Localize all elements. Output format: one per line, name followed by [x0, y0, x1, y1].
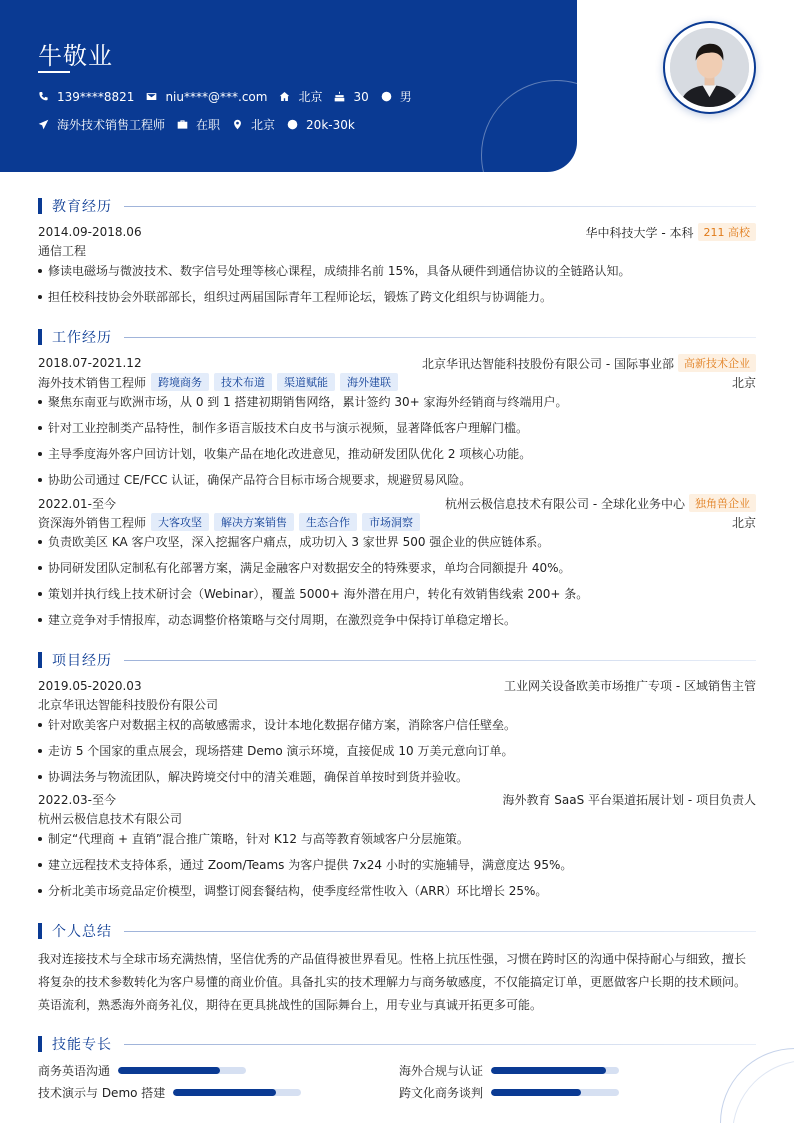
phone-text: 139****8821	[57, 89, 135, 104]
email-item	[146, 90, 267, 104]
section-marker	[38, 652, 42, 668]
skill-name: 跨文化商务谈判	[399, 1086, 484, 1100]
work-header	[38, 494, 756, 512]
email-text: niu****@***.com	[165, 89, 268, 104]
skill-tag: 技术布道	[214, 373, 272, 391]
work-location: 北京	[731, 375, 756, 390]
status-item	[177, 116, 220, 133]
bullet-text: 担任校科技协会外联部部长，组织过两届国际青年工程师论坛，锻炼了跨文化组织与协调能力。	[48, 290, 553, 304]
skill-item	[38, 1062, 246, 1079]
section-marker	[38, 1036, 42, 1052]
project-header	[38, 791, 756, 808]
skill-tag: 跨境商务	[151, 373, 209, 391]
city-item	[279, 88, 322, 105]
salary-text: 20k-30k	[306, 117, 355, 132]
bullet-text: 聚焦东南亚与欧洲市场，从 0 到 1 搭建初期销售网络，累计签约 30+ 家海外经销商与终端用户。	[48, 395, 568, 409]
education-major-row	[38, 242, 756, 259]
list-item	[38, 471, 756, 488]
salary-item	[287, 118, 355, 132]
bullet-dot	[38, 592, 42, 596]
bullet-dot	[38, 478, 42, 482]
work-title-row	[38, 513, 756, 531]
section-divider	[124, 206, 756, 207]
work-title-row	[38, 373, 756, 391]
bullet-dot	[38, 400, 42, 404]
work-company: 杭州云极信息技术有限公司 - 全球化业务中心	[445, 496, 685, 511]
bullet-dot	[38, 723, 42, 727]
list-item	[38, 559, 756, 576]
school-badge: 211 高校	[698, 223, 757, 241]
work-company: 北京华讯达智能科技股份有限公司 - 国际事业部	[422, 356, 674, 371]
section-title-summary: 个人总结	[52, 924, 112, 940]
work-header	[38, 354, 756, 372]
section-title-skills: 技能专长	[52, 1037, 112, 1053]
bullet-text: 走访 5 个国家的重点展会，现场搭建 Demo 演示环境，直接促成 10 万美元意向订单。	[48, 744, 514, 758]
list-item	[38, 419, 756, 436]
work-title: 海外技术销售工程师	[38, 375, 147, 390]
list-item	[38, 611, 756, 628]
send-icon	[38, 119, 49, 130]
skill-item	[399, 1062, 619, 1079]
skill-item	[399, 1084, 619, 1101]
section-summary	[38, 921, 756, 941]
candidate-name: 牛敬业	[38, 42, 113, 70]
section-marker	[38, 923, 42, 939]
work-location: 北京	[731, 515, 756, 530]
bullet-dot	[38, 837, 42, 841]
bullet-text: 建立远程技术支持体系，通过 Zoom/Teams 为客户提供 7x24 小时的实施辅导，满意度达 95%。	[48, 858, 573, 872]
bullet-text: 制定“代理商 + 直销”混合推广策略，针对 K12 与高等教育领域客户分层施策。	[48, 832, 469, 846]
decorative-circle	[481, 80, 577, 172]
skill-level-fill	[118, 1067, 220, 1074]
list-item	[38, 445, 756, 462]
project-company-row	[38, 810, 756, 827]
project-company: 北京华讯达智能科技股份有限公司	[38, 698, 219, 712]
project-period: 2022.03-至今	[38, 793, 116, 807]
skill-item	[38, 1084, 301, 1101]
target-city-text: 北京	[251, 118, 276, 132]
section-project	[38, 650, 756, 670]
age-text: 30	[353, 89, 369, 104]
education-period: 2014.09-2018.06	[38, 225, 142, 239]
header-banner	[0, 0, 577, 172]
section-marker	[38, 198, 42, 214]
bullet-text: 负责欧美区 KA 客户攻坚，深入挖掘客户痛点，成功切入 3 家世界 500 强企业的供应链体系。	[48, 535, 550, 549]
bullet-dot	[38, 295, 42, 299]
skill-tag: 生态合作	[299, 513, 357, 531]
project-name: 海外教育 SaaS 平台渠道拓展计划 - 项目负责人	[502, 793, 756, 807]
mail-icon	[146, 91, 157, 102]
section-education	[38, 196, 756, 216]
project-company: 杭州云极信息技术有限公司	[38, 812, 183, 826]
project-name: 工业网关设备欧美市场推广专项 - 区域销售主管	[504, 679, 756, 693]
bullet-text: 建立竞争对手情报库，动态调整价格策略与交付周期，在激烈竞争中保持订单稳定增长。	[48, 613, 517, 627]
skill-tag: 海外建联	[340, 373, 398, 391]
section-title-project: 项目经历	[52, 653, 112, 669]
contact-row	[38, 88, 424, 105]
company-badge: 独角兽企业	[689, 494, 756, 512]
bullet-dot	[38, 540, 42, 544]
gender-text: 男	[399, 90, 412, 104]
age-item	[334, 90, 368, 104]
bullet-text: 协同研发团队定制私有化部署方案，满足金融客户对数据安全的特殊要求，单均合同额提升 40%。	[48, 561, 571, 575]
location-pin-icon	[232, 119, 243, 130]
bullet-dot	[38, 618, 42, 622]
bullet-dot	[38, 269, 42, 273]
list-item	[38, 716, 756, 733]
avatar-frame	[663, 21, 756, 114]
target-job-text: 海外技术销售工程师	[57, 118, 166, 132]
list-item	[38, 288, 756, 305]
section-work	[38, 327, 756, 347]
summary-text: 我对连接技术与全球市场充满热情，坚信优秀的产品值得被世界看见。性格上抗压性强，习惯在跨时区的沟通中保持耐心与细致，擅长将复杂的技术参数转化为客户易懂的商业价值。具备扎实的技术理解力与商务敏感度，不仅能搞定订单，更愿做客户长期的技术顾问。英语流利，熟悉海外商务礼仪，期待在更具挑战性的国际舞台上，用专业与真诚开拓更多可能。	[38, 952, 747, 1012]
section-title-education: 教育经历	[52, 199, 112, 215]
section-skills	[38, 1034, 756, 1054]
skill-name: 技术演示与 Demo 搭建	[38, 1086, 166, 1100]
skill-tag: 大客攻坚	[151, 513, 209, 531]
skill-tag: 市场洞察	[362, 513, 420, 531]
skill-tag: 解决方案销售	[214, 513, 294, 531]
bullet-text: 针对欧美客户对数据主权的高敏感需求，设计本地化数据存储方案，消除客户信任壁垒。	[48, 718, 517, 732]
skill-level-fill	[491, 1089, 581, 1096]
bullet-text: 分析北美市场竞品定价模型，调整订阅套餐结构，使季度经常性收入（ARR）环比增长 25%。	[48, 884, 548, 898]
education-major: 通信工程	[38, 244, 87, 258]
cake-icon	[334, 91, 345, 102]
target-job-item	[38, 116, 165, 133]
work-period: 2018.07-2021.12	[38, 356, 142, 370]
section-divider	[124, 1044, 756, 1045]
skill-level-bar	[173, 1089, 301, 1096]
briefcase-icon	[177, 119, 188, 130]
phone-icon	[38, 91, 49, 102]
list-item	[38, 742, 756, 759]
education-school: 华中科技大学 - 本科	[585, 225, 694, 240]
section-divider	[124, 660, 756, 661]
bullet-dot	[38, 566, 42, 570]
section-divider	[124, 931, 756, 932]
money-icon	[287, 119, 298, 130]
company-badge: 高新技术企业	[678, 354, 756, 372]
intent-row	[38, 116, 367, 133]
list-item	[38, 393, 756, 410]
list-item	[38, 882, 756, 899]
gender-icon	[381, 91, 392, 102]
bullet-text: 协调法务与物流团队，解决跨境交付中的清关难题，确保首单按时到货并验收。	[48, 770, 469, 784]
bullet-dot	[38, 863, 42, 867]
project-company-row	[38, 696, 756, 713]
target-city-item	[232, 116, 275, 133]
phone-item	[38, 90, 134, 104]
avatar	[670, 28, 749, 107]
bullet-text: 协助公司通过 CE/FCC 认证，确保产品符合目标市场合规要求，规避贸易风险。	[48, 473, 472, 487]
bullet-text: 主导季度海外客户回访计划，收集产品在地化改进意见，推动研发团队优化 2 项核心功能。	[48, 447, 532, 461]
list-item	[38, 856, 756, 873]
status-text: 在职	[196, 118, 221, 132]
section-divider	[124, 337, 756, 338]
list-item	[38, 533, 756, 550]
bullet-dot	[38, 426, 42, 430]
skill-level-bar	[491, 1067, 619, 1074]
gender-item	[381, 88, 412, 105]
name-underline	[38, 71, 70, 73]
education-header	[38, 223, 756, 241]
skill-level-fill	[173, 1089, 275, 1096]
project-header	[38, 677, 756, 694]
skill-name: 海外合规与认证	[399, 1064, 484, 1078]
work-title: 资深海外销售工程师	[38, 515, 147, 530]
section-title-work: 工作经历	[52, 330, 112, 346]
bullet-dot	[38, 889, 42, 893]
bullet-text: 策划并执行线上技术研讨会（Webinar），覆盖 5000+ 海外潜在用户，转化有效销售线索 200+ 条。	[48, 587, 589, 601]
skill-tag: 渠道赋能	[277, 373, 335, 391]
list-item	[38, 262, 756, 279]
home-icon	[279, 91, 290, 102]
skill-level-bar	[118, 1067, 246, 1074]
skill-level-bar	[491, 1089, 619, 1096]
bullet-dot	[38, 749, 42, 753]
list-item	[38, 768, 756, 785]
project-period: 2019.05-2020.03	[38, 678, 142, 693]
bullet-text: 针对工业控制类产品特性，制作多语言版技术白皮书与演示视频，显著降低客户理解门槛。	[48, 421, 529, 435]
work-period: 2022.01-至今	[38, 496, 116, 511]
list-item	[38, 585, 756, 602]
skill-name: 商务英语沟通	[38, 1064, 111, 1078]
list-item	[38, 830, 756, 847]
skill-level-fill	[491, 1067, 606, 1074]
bullet-dot	[38, 452, 42, 456]
city-text: 北京	[298, 90, 323, 104]
bullet-text: 修读电磁场与微波技术、数字信号处理等核心课程，成绩排名前 15%，具备从硬件到通信协议的全链路认知。	[48, 264, 631, 278]
bullet-dot	[38, 775, 42, 779]
section-marker	[38, 329, 42, 345]
